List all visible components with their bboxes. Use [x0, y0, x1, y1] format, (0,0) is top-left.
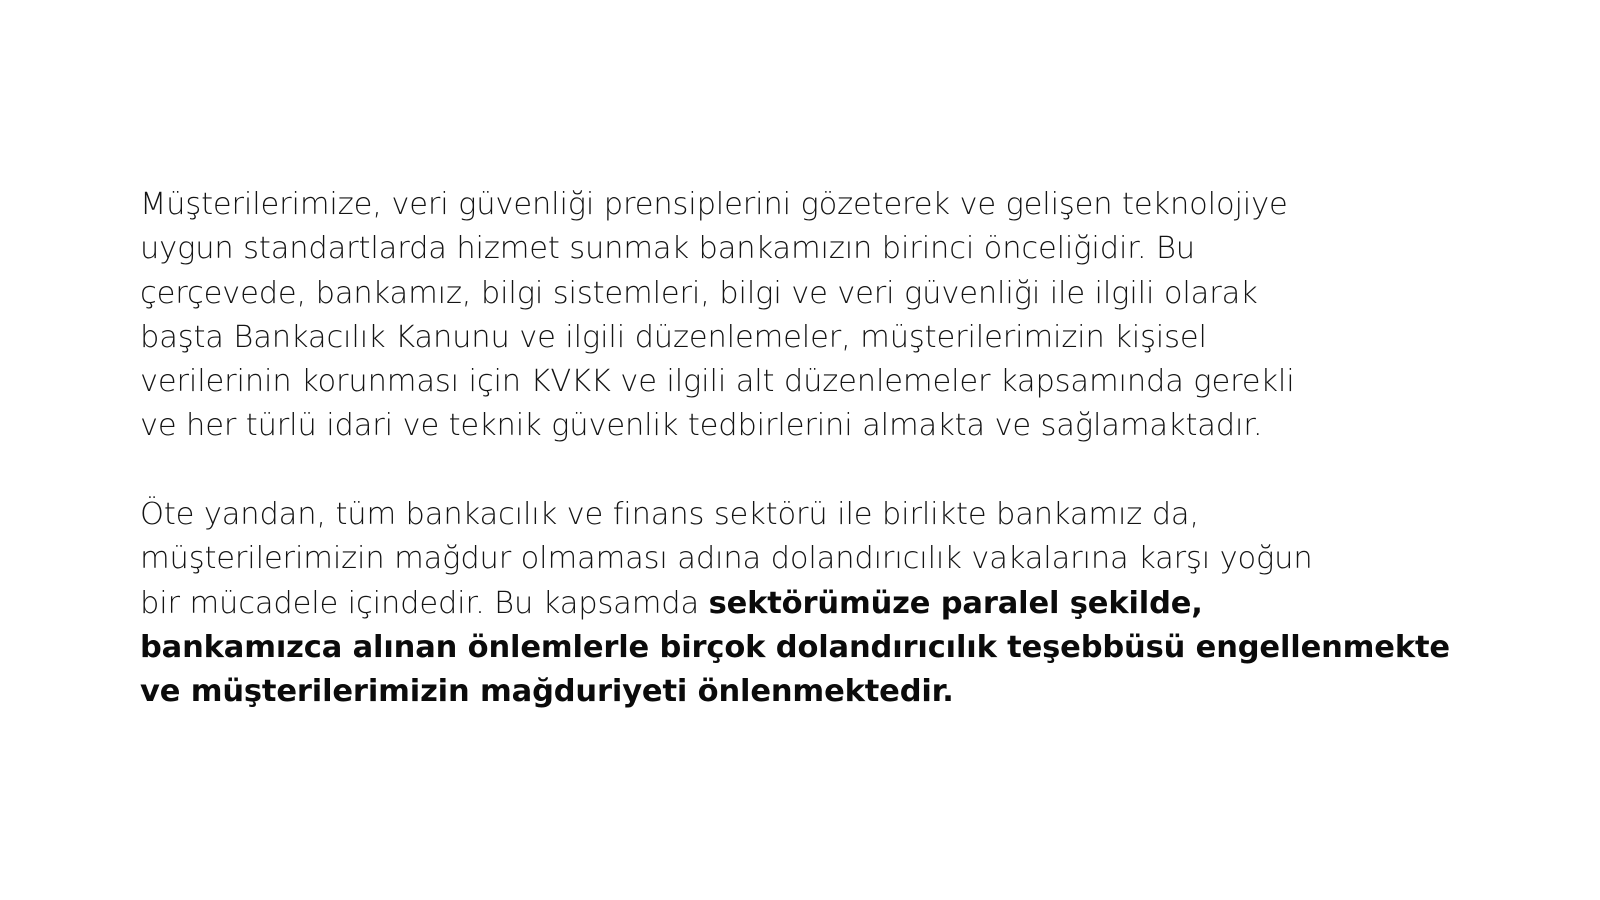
- text-line: Öte yandan, tüm bankacılık ve finans sektörü ile birlikte bankamız da,: [140, 497, 1200, 533]
- paragraph-security: [140, 183, 1470, 449]
- text-line: başta Bankacılık Kanunu ve ilgili düzenlemeler, müşterilerimizin kişisel: [140, 319, 1207, 355]
- text-line-bold: ve müşterilerimizin mağduriyeti önlenmektedir.: [140, 674, 954, 710]
- text-line: verilerinin korunması için KVKK ve ilgili alt düzenlemeler kapsamında gerekli: [140, 364, 1295, 400]
- document-body: [140, 183, 1470, 715]
- text-line-bold: bankamızca alınan önlemlerle birçok dolandırıcılık teşebbüsü engellenmekte: [140, 629, 1450, 665]
- paragraph-fraud: [140, 493, 1470, 714]
- text-bold: sektörümüze paralel şekilde,: [708, 585, 1203, 621]
- text-line: ve her türlü idari ve teknik güvenlik tedbirlerini almakta ve sağlamaktadır.: [140, 408, 1263, 444]
- text-regular: bir mücadele içindedir. Bu kapsamda: [140, 585, 709, 621]
- text-line: uygun standartlarda hizmet sunmak bankamızın birinci önceliğidir. Bu: [140, 231, 1195, 267]
- text-line: Müşterilerimize, veri güvenliği prensiplerini gözeterek ve gelişen teknolojiye: [140, 187, 1288, 222]
- text-line: çerçevede, bankamız, bilgi sistemleri, bilgi ve veri güvenliği ile ilgili olarak: [140, 275, 1258, 311]
- paragraph-spacer: [140, 449, 1470, 493]
- text-line: müşterilerimizin mağdur olmaması adına dolandırıcılık vakalarına karşı yoğun: [140, 541, 1313, 577]
- text-line-mixed: [140, 582, 1470, 626]
